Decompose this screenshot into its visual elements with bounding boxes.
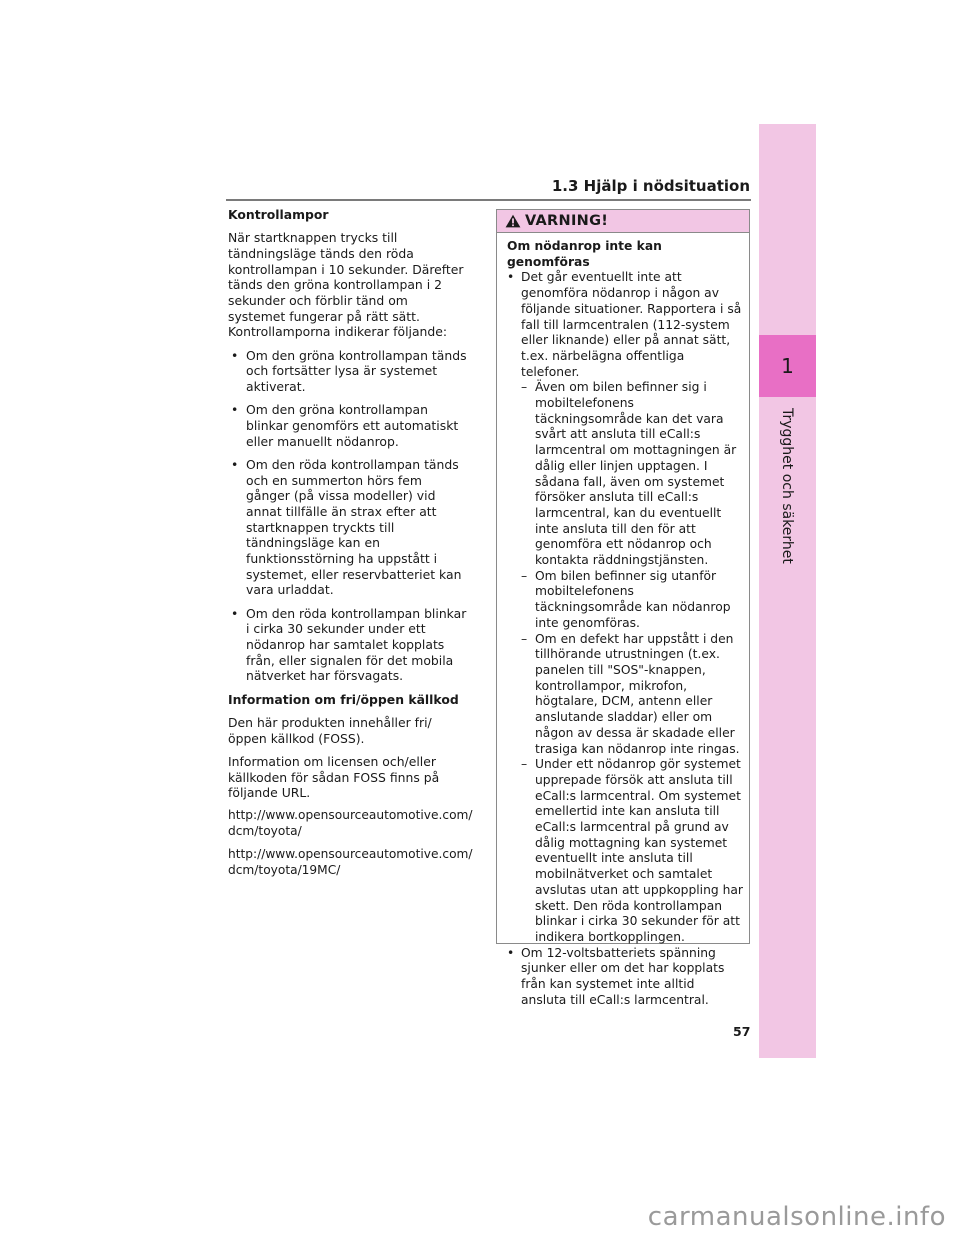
list-item-text: Om bilen befinner sig utanför mobiltelefonens täckningsområde kan nödanrop inte genomföras. bbox=[535, 568, 731, 630]
warning-subheading: Om nödanrop inte kan genomföras bbox=[507, 239, 662, 269]
warning-triangle-icon bbox=[505, 214, 521, 228]
paragraph-foss: Den här produkten innehåller fri/öppen källkod (FOSS). bbox=[228, 714, 432, 746]
url-line: dcm/toyota/19MC/ bbox=[228, 863, 341, 878]
dash-mark: – bbox=[521, 757, 528, 772]
list-item bbox=[521, 380, 743, 568]
indicator-list bbox=[228, 348, 468, 685]
chapter-side-tab bbox=[759, 124, 816, 1058]
list-item: • Om den gröna kontrollampan blinkar genomförs ett automatiskt eller manuellt nödanrop. bbox=[228, 402, 468, 449]
list-item: • Om den röda kontrollampan tänds och en summerton hörs fem gånger (på vissa modeller) vid annat tillfälle än strax efter att startknappen tryckts till tändningsläge kan en funktionsstörning ha uppstått i systemet, eller reservbatteriet kan vara urladdat. bbox=[228, 457, 468, 598]
paragraph-license: Information om licensen och/eller källkoden för sådan FOSS finns på följande URL. bbox=[228, 753, 440, 801]
list-item-text: Det går eventuellt inte att genomföra nödanrop i någon av följande situationer. Rapportera i så fall till larmcentralen (112-system eller liknande) eller på annat sätt, t.ex. närbelägna offentliga telefoner. bbox=[521, 270, 742, 379]
bullet-mark: • bbox=[507, 270, 515, 285]
list-item-text: Om en defekt har uppstått i den tillhörande utrustningen (t.ex. panelen till "SOS"-knappen, kontrollampor, mikrofon, högtalare, DCM, antenn eller anslutande sladdar) eller om någon av dessa är skadade eller trasiga kan nödanrop inte ringas. bbox=[535, 631, 740, 756]
list-item-text: Även om bilen befinner sig i mobiltelefonens täckningsområde kan det vara svårt att ansluta till eCall:s larmcentral om mottagningen är dålig eller linjen upptagen. I sådana fall, även om systemet försöker ansluta till eCall:s larmcentral, kan du eventuellt inte ansluta till den för att genomföra ett nödanrop och kontakta räddningstjänsten. bbox=[535, 380, 737, 568]
list-item bbox=[507, 270, 743, 945]
url-dcm-toyota bbox=[228, 808, 473, 839]
chapter-number: 1 bbox=[759, 335, 816, 397]
dash-mark: – bbox=[521, 380, 528, 395]
list-item: • Om den röda kontrollampan blinkar i cirka 30 sekunder under ett nödanrop har samtalet kopplats från, eller signalen för det mobila nätverket har försvagats. bbox=[228, 606, 468, 685]
warning-body bbox=[497, 233, 749, 1008]
chapter-title: Trygghet och säkerhet bbox=[779, 408, 795, 564]
warning-box bbox=[496, 209, 750, 1007]
page-number: 57 bbox=[733, 1024, 751, 1039]
heading-foss: Information om fri/öppen källkod bbox=[228, 691, 459, 707]
list-item bbox=[521, 632, 743, 758]
url-line: http://www.opensourceautomotive.com/ bbox=[228, 847, 473, 862]
header-rule bbox=[226, 199, 751, 201]
warning-title: VARNING! bbox=[525, 213, 609, 229]
list-item bbox=[507, 946, 743, 1009]
url-line: dcm/toyota/ bbox=[228, 824, 302, 839]
list-item: • Om den gröna kontrollampan tänds och fortsätter lysa är systemet aktiverat. bbox=[228, 348, 468, 395]
url-line: http://www.opensourceautomotive.com/ bbox=[228, 808, 473, 823]
warning-header bbox=[497, 210, 749, 233]
dash-mark: – bbox=[521, 631, 528, 646]
dash-mark: – bbox=[521, 568, 528, 583]
list-item-text: Under ett nödanrop gör systemet upprepade försök att ansluta till eCall:s larmcentral. Om systemet emellertid inte kan ansluta till eCall:s larmcentral på grund av dålig mottagning kan systemet eventuellt inte ansluta till mobilnätverket och samtalet avslutas utan att uppkoppling har skett. Den röda kontrollampan blinkar i cirka 30 sekunder för att indikera bortkopplingen. bbox=[535, 757, 743, 944]
list-item-text: Om 12-voltsbatteriets spänning sjunker eller om det har kopplats från kan systemet inte alltid ansluta till eCall:s larmcentral. bbox=[521, 945, 725, 1007]
watermark: carmanualsonline.info bbox=[647, 1202, 946, 1232]
list-item bbox=[521, 757, 743, 945]
bullet-mark: • bbox=[507, 945, 515, 960]
url-dcm-toyota-19mc bbox=[228, 847, 473, 878]
paragraph-intro: När startknappen trycks till tändningsläge tänds den röda kontrollampan i 10 sekunder. Därefter tänds den gröna kontrollampan i 2 sekunder och förblir tänd om systemet fungerar på rätt sätt. Kontrollamporna indikerar följande: bbox=[228, 230, 464, 340]
left-column bbox=[228, 207, 473, 886]
section-title: 1.3 Hjälp i nödsituation bbox=[551, 177, 750, 195]
heading-kontrollampor: Kontrollampor bbox=[228, 207, 329, 222]
list-item bbox=[521, 569, 743, 632]
